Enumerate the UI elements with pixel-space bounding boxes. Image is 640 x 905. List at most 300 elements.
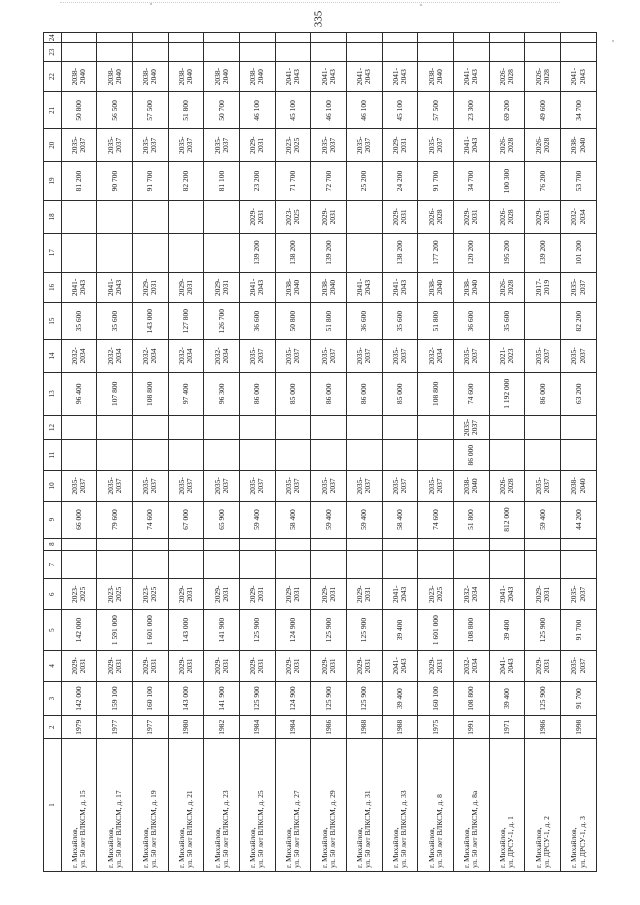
table-cell (240, 471, 276, 502)
cell-line: 2029- (69, 657, 79, 675)
table-cell (204, 33, 240, 43)
table-cell (347, 43, 383, 61)
address-cell (168, 739, 204, 872)
table-cell (133, 200, 169, 233)
cell-line: 39 400 (395, 619, 405, 641)
cell-line: 2029- (462, 208, 472, 226)
cell-line: 2029- (248, 657, 258, 675)
cell-line: 2032- (569, 208, 579, 226)
cell-line: 1975 (430, 719, 440, 735)
table-cell (454, 61, 490, 92)
table-row (525, 33, 561, 872)
cell-line: 2035- (176, 136, 186, 154)
table-cell (347, 129, 383, 162)
repair-schedule-table (43, 32, 597, 872)
cell-line: 2035- (141, 477, 151, 495)
table-cell (204, 501, 240, 538)
cell-line: 2038- (426, 278, 436, 297)
table-cell (240, 33, 276, 43)
table-cell (61, 200, 97, 233)
table-cell (382, 550, 418, 579)
table-cell (168, 501, 204, 538)
table-cell (275, 162, 311, 201)
cell-line: 108 800 (145, 381, 155, 406)
table-cell (454, 440, 490, 471)
table-cell (168, 33, 204, 43)
cell-line: 2023- (284, 208, 293, 226)
cell-line: 2041- (498, 585, 508, 604)
table-cell (204, 200, 240, 233)
cell-line: 2037 (470, 420, 480, 436)
cell-line: 2037 (541, 348, 551, 364)
table-cell (311, 610, 347, 651)
cell-line: 2031 (220, 658, 230, 674)
table-cell (204, 610, 240, 651)
table-cell (454, 340, 490, 373)
cell-line: 2026- (498, 477, 508, 495)
cell-line: 39 400 (502, 688, 512, 709)
table-cell (97, 162, 133, 201)
cell-line: 91 700 (145, 170, 155, 192)
cell-line: 2031 (256, 658, 266, 674)
table-cell (311, 538, 347, 550)
cell-line: 2034 (470, 586, 480, 602)
table-cell (525, 415, 561, 440)
cell-line: 100 300 (502, 168, 512, 194)
address-line: г. Михайлов, (355, 827, 365, 868)
table-cell (454, 651, 490, 682)
cell-line: 2031 (78, 658, 88, 674)
table-cell (347, 92, 383, 129)
table-cell (382, 61, 418, 92)
cell-line: 2043 (506, 586, 516, 602)
column-number: 1 (44, 739, 62, 872)
table-cell (382, 129, 418, 162)
table-cell (61, 681, 97, 716)
cell-line: 2031 (220, 279, 230, 295)
cell-line: 2041- (355, 278, 365, 297)
cell-line: 2041- (69, 278, 79, 297)
table-cell (382, 538, 418, 550)
cell-line: 2035- (319, 477, 329, 495)
table-cell (97, 272, 133, 303)
cell-line: 126 700 (216, 308, 226, 334)
table-cell (454, 471, 490, 502)
table-cell (133, 610, 169, 651)
table-cell (240, 200, 276, 233)
table-cell (489, 440, 525, 471)
table-cell (347, 550, 383, 579)
scan-artifact-line (60, 2, 560, 3)
table-cell (489, 61, 525, 92)
table-cell (240, 610, 276, 651)
cell-line: 79 600 (109, 509, 119, 530)
cell-line: 2041- (105, 278, 115, 297)
cell-line: 2037 (78, 137, 88, 153)
cell-line: 36 600 (466, 310, 476, 332)
cell-line: 2040 (470, 279, 480, 295)
cell-line: 2041- (462, 67, 472, 86)
cell-line: 2037 (541, 478, 551, 494)
cell-line: 2043 (577, 69, 587, 85)
table-cell (489, 579, 525, 610)
table-cell (489, 550, 525, 579)
cell-line: 2035- (533, 477, 543, 495)
cell-line: 86 000 (359, 383, 369, 405)
cell-line: 2037 (185, 478, 195, 494)
table-cell (168, 651, 204, 682)
table-cell (61, 651, 97, 682)
cell-line: 2035- (533, 347, 543, 365)
table-cell (525, 681, 561, 716)
table-cell (240, 372, 276, 415)
table-cell (418, 538, 454, 550)
cell-line: 2028 (506, 137, 516, 153)
table-cell (347, 272, 383, 303)
table-cell (347, 471, 383, 502)
table-cell (347, 610, 383, 651)
cell-line: 2038- (176, 67, 186, 86)
table-cell (347, 200, 383, 233)
cell-line: 2043 (256, 279, 266, 295)
table-cell (382, 43, 418, 61)
column-number: 11 (44, 440, 62, 471)
table-cell (311, 129, 347, 162)
cell-line: 2043 (292, 69, 302, 85)
table-cell (133, 372, 169, 415)
table-cell (168, 272, 204, 303)
table-cell (311, 372, 347, 415)
table-cell (204, 716, 240, 739)
cell-line: 812 000 (502, 507, 512, 532)
table-row (382, 33, 418, 872)
cell-line: 2037 (363, 348, 373, 364)
table-cell (168, 681, 204, 716)
table-cell (454, 372, 490, 415)
cell-line: 101 200 (573, 240, 583, 265)
table-cell (525, 440, 561, 471)
table-cell (133, 681, 169, 716)
table-cell (489, 471, 525, 502)
table-cell (168, 538, 204, 550)
table-cell (97, 681, 133, 716)
table-cell (489, 92, 525, 129)
cell-line: 2029- (176, 278, 186, 297)
cell-line: 2031 (256, 586, 266, 602)
table-cell (240, 681, 276, 716)
table-row (133, 33, 169, 872)
table-cell (61, 233, 97, 272)
cell-line: 2041- (248, 278, 258, 297)
table-cell (275, 651, 311, 682)
table-cell (61, 33, 97, 43)
cell-line: 2037 (292, 478, 302, 494)
table-cell (454, 272, 490, 303)
cell-line: 2029- (284, 585, 293, 604)
table-cell (311, 43, 347, 61)
cell-line: 2029- (141, 657, 151, 675)
table-cell (275, 372, 311, 415)
table-cell (168, 200, 204, 233)
cell-line: 2037 (113, 478, 123, 494)
table-row (275, 33, 311, 872)
table-cell (489, 33, 525, 43)
table-cell (561, 716, 597, 739)
cell-line: 160 100 (145, 686, 155, 711)
table-cell (347, 33, 383, 43)
cell-line: 2029- (105, 657, 115, 675)
table-cell (418, 610, 454, 651)
cell-line: 2029- (355, 657, 365, 675)
table-cell (454, 579, 490, 610)
cell-line: 2029- (141, 278, 151, 297)
cell-line: 2028 (434, 209, 444, 225)
cell-line: 2029- (248, 136, 258, 154)
table-cell (382, 303, 418, 340)
column-number: 3 (44, 681, 62, 716)
table-cell (97, 43, 133, 61)
cell-line: 2037 (256, 348, 266, 364)
table-cell (275, 43, 311, 61)
table-cell (240, 272, 276, 303)
table-cell (311, 233, 347, 272)
cell-line: 76 200 (537, 170, 547, 192)
cell-line: 2026- (498, 67, 508, 86)
cell-line: 81 200 (74, 170, 84, 192)
cell-line: 51 800 (466, 509, 476, 530)
table-cell (275, 303, 311, 340)
cell-line: 2035- (248, 347, 258, 365)
cell-line: 2037 (327, 137, 337, 153)
cell-line: 2035- (355, 477, 365, 495)
cell-line: 59 400 (359, 509, 369, 530)
table-cell (311, 501, 347, 538)
address-line: ул. ДРСУ-1, д. 3 (577, 816, 587, 868)
table-cell (347, 303, 383, 340)
cell-line: 2037 (220, 137, 230, 153)
cell-line: 2031 (185, 586, 195, 602)
table-cell (382, 579, 418, 610)
cell-line: 108 800 (466, 686, 476, 711)
address-cell (382, 739, 418, 872)
cell-line: 2032- (141, 347, 151, 365)
cell-line: 39 400 (395, 688, 405, 709)
cell-line: 1982 (216, 719, 226, 735)
cell-line: 2041- (355, 67, 365, 86)
cell-line: 2035- (105, 136, 115, 154)
table-cell (561, 372, 597, 415)
table-cell (168, 233, 204, 272)
cell-line: 2029- (248, 208, 258, 226)
table-cell (561, 501, 597, 538)
cell-line: 2032- (426, 347, 436, 365)
cell-line: 2043 (399, 69, 409, 85)
column-number: 10 (44, 471, 62, 502)
cell-line: 2035- (391, 347, 401, 365)
cell-line: 2035- (462, 347, 472, 365)
table-cell (204, 340, 240, 373)
table-cell (418, 43, 454, 61)
cell-line: 66 000 (74, 509, 84, 530)
cell-line: 57 500 (145, 100, 155, 121)
table-cell (418, 501, 454, 538)
cell-line: 34 700 (466, 170, 476, 192)
table-cell (97, 651, 133, 682)
cell-line: 1971 (502, 719, 512, 735)
cell-line: 45 100 (288, 100, 298, 121)
cell-line: 2031 (327, 586, 337, 602)
address-line: г. Михайлов, (319, 827, 329, 868)
cell-line: 143 000 (181, 686, 191, 711)
column-number: 12 (44, 415, 62, 440)
table-cell (97, 471, 133, 502)
cell-line: 125 900 (323, 686, 333, 711)
cell-line: 2031 (327, 209, 337, 225)
table-cell (275, 33, 311, 43)
cell-line: 2023- (141, 585, 151, 604)
table-cell (311, 272, 347, 303)
cell-line: 2040 (256, 69, 266, 85)
cell-line: 2031 (541, 658, 551, 674)
address-line: ул. 50 лет ВЛКСМ, д. 15 (78, 790, 88, 868)
table-cell (382, 716, 418, 739)
cell-line: 36 600 (359, 310, 369, 332)
cell-line: 46 100 (323, 100, 333, 121)
cell-line: 1986 (537, 719, 547, 735)
cell-line: 2028 (506, 478, 516, 494)
cell-line: 2035- (569, 347, 579, 365)
table-cell (489, 340, 525, 373)
cell-line: 2043 (399, 279, 409, 295)
cell-line: 2026- (498, 208, 508, 226)
cell-line: 53 700 (573, 170, 583, 192)
cell-line: 1 601 000 (430, 615, 440, 646)
cell-line: 97 400 (181, 383, 191, 405)
table-cell (561, 129, 597, 162)
cell-line: 85 000 (288, 383, 298, 405)
address-line: г. Михайлов, (569, 827, 579, 868)
cell-line: 2025 (434, 586, 444, 602)
table-cell (133, 162, 169, 201)
cell-line: 2043 (327, 69, 337, 85)
address-line: ул. 50 лет ВЛКСМ, д. 25 (256, 790, 266, 868)
cell-line: 50 700 (216, 100, 226, 121)
cell-line: 57 500 (430, 100, 440, 121)
cell-line: 69 200 (502, 100, 512, 121)
table-cell (382, 33, 418, 43)
table-cell (168, 372, 204, 415)
table-cell (61, 61, 97, 92)
table-cell (97, 303, 133, 340)
table-cell (275, 716, 311, 739)
table-cell (454, 43, 490, 61)
cell-line: 2037 (185, 137, 195, 153)
cell-line: 2031 (363, 586, 373, 602)
cell-line: 1979 (74, 719, 84, 735)
table-cell (454, 501, 490, 538)
table-cell (525, 43, 561, 61)
cell-line: 2028 (541, 69, 551, 85)
table-cell (561, 303, 597, 340)
table-cell (97, 233, 133, 272)
cell-line: 49 600 (537, 100, 547, 121)
table-cell (418, 440, 454, 471)
table-cell (418, 61, 454, 92)
cell-line: 2031 (220, 586, 230, 602)
cell-line: 2017- (533, 278, 543, 297)
cell-line: 2031 (292, 586, 302, 602)
cell-line: 72 700 (323, 170, 333, 192)
table-cell (489, 200, 525, 233)
cell-line: 2040 (577, 478, 587, 494)
table-cell (418, 272, 454, 303)
address-line: ул. 50 лет ВЛКСМ, д. 31 (363, 790, 373, 868)
cell-line: 2037 (399, 478, 409, 494)
table-cell (275, 579, 311, 610)
table-cell (275, 471, 311, 502)
cell-line: 2031 (327, 658, 337, 674)
table-cell (454, 162, 490, 201)
table-cell (311, 550, 347, 579)
cell-line: 2035- (69, 477, 79, 495)
cell-line: 2037 (113, 137, 123, 153)
table-cell (561, 340, 597, 373)
cell-line: 2037 (327, 348, 337, 364)
cell-line: 2038- (284, 278, 293, 297)
cell-line: 2038- (462, 477, 472, 495)
table-cell (61, 471, 97, 502)
cell-line: 2026- (498, 136, 508, 154)
table-cell (561, 471, 597, 502)
cell-line: 1 591 000 (109, 615, 119, 646)
cell-line: 2035- (248, 477, 258, 495)
table-cell (275, 129, 311, 162)
table-cell (382, 610, 418, 651)
cell-line: 124 900 (288, 617, 298, 643)
table-cell (61, 43, 97, 61)
table-cell (240, 538, 276, 550)
table-cell (275, 61, 311, 92)
column-number: 15 (44, 303, 62, 340)
cell-line: 2041- (498, 657, 508, 675)
cell-line: 2038- (462, 278, 472, 297)
table-cell (382, 340, 418, 373)
table-cell (311, 162, 347, 201)
table-cell (133, 538, 169, 550)
table-cell (311, 716, 347, 739)
table-cell (168, 471, 204, 502)
table-cell (204, 372, 240, 415)
column-number: 9 (44, 501, 62, 538)
column-number: 4 (44, 651, 62, 682)
table-cell (454, 716, 490, 739)
cell-line: 2029- (212, 585, 222, 604)
table-cell (561, 43, 597, 61)
table-cell (275, 340, 311, 373)
scan-artifact-dot (612, 40, 614, 42)
table-cell (418, 92, 454, 129)
cell-line: 2035- (176, 477, 186, 495)
cell-line: 2040 (577, 137, 587, 153)
cell-line: 2040 (434, 69, 444, 85)
cell-line: 2035- (141, 136, 151, 154)
address-line: ул. ДРСУ-1, д. 2 (541, 816, 551, 868)
table-cell (454, 92, 490, 129)
cell-line: 2031 (541, 586, 551, 602)
table-cell (525, 550, 561, 579)
table-row (168, 33, 204, 872)
cell-line: 44 200 (573, 509, 583, 530)
